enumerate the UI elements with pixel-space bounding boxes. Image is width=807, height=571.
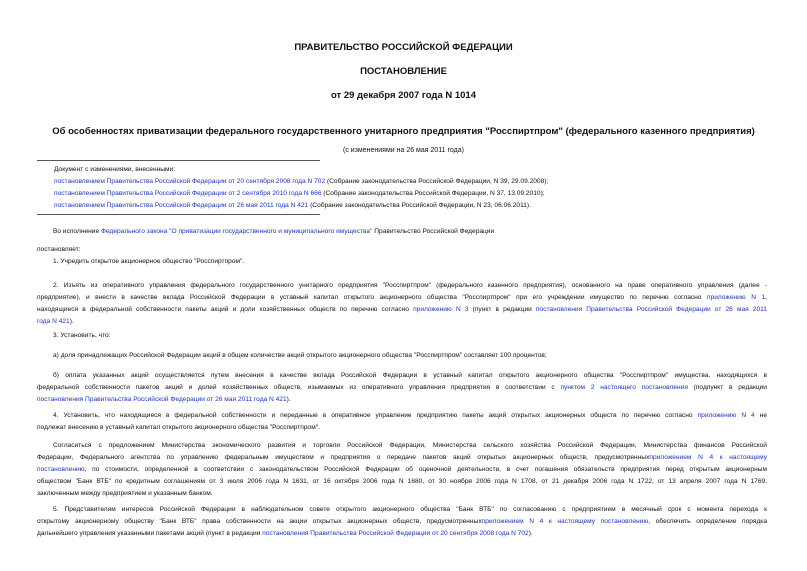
amendment-link[interactable]: постановления Правительства Российской Федерации от 26 мая 2011 года N 421 [37,396,287,403]
divider-top [37,160,320,161]
paragraph-1: 1. Учредить открытое акционерное общество "Росспиртпром". [53,258,245,265]
paragraph-3b: б) оплата указанных акций осуществляется путем внесения в качестве вклада Российской Федерации в уставный капитал открытого акционерного общества "Росспиртпром" имущества, находящихся в федеральной собственности пакетов акций и долей хозяйственных обществ, изымаемых из оперативного управления предприятия в соответствии с пунктом 2 настоящего постановления (подпункт в редакции постановления Правительства Российской Федерации от 26 мая 2011 года N 421). [37,372,767,403]
federal-law-link[interactable]: Федерального закона "О приватизации государственного и муниципального имущества" [100,228,373,235]
paragraph-agreement: Согласиться с предложением Министерства экономического развития и торговли Российской Федерации, Министерства сельского хозяйства Российской Федерации, Министерства финансов Российской Федерации, Федерального агентства по управлению федеральным имуществом и предприятия о передаче пакетов акций открытых акционерных обществ, предусмотренныхприложением N 4 к настоящему постановлению, по стоимости, определенной в соответствии с законодательством Российской Федерации об оценочной деятельности, в счет погашения обязательств предприятия перед открытым акционерным обществом "Банк ВТБ" по кредитным соглашениям от 3 июля 2006 года N 1631, от 16 октября 2006 года N 1680, от 30 ноября 2006 года N 1708, от 21 декабря 2006 года N 1722, от 13 апреля 2007 года N 1769, заключенным между предприятием и указанным банком. [37,442,767,497]
change-item: постановлением Правительства Российской Федерации от 20 сентября 2008 года N 702 (Собрание законодательства Российской Федерации, N 39, 29.09.2008); [54,178,549,185]
annex-4-link[interactable]: постановлению [37,466,85,473]
annex-3-link[interactable]: приложению N 3 [413,306,469,313]
annex-4-link[interactable]: приложением N 4 к настоящему постановлению [481,518,649,525]
annex-1-link[interactable]: приложению N 1 [706,294,766,301]
changes-intro: Документ с изменениями, внесенными: [54,166,176,173]
change-item: постановлением Правительства Российской Федерации от 26 мая 2011 года N 421 (Собрание законодательства Российской Федерации, N 23, 06.06.2011). [54,202,531,209]
date-number-heading: от 29 декабря 2007 года N 1014 [330,90,476,101]
annex-4-link[interactable]: приложению N 4 [697,412,755,419]
preamble: Во исполнение Федерального закона "О приватизации государственного и муниципального имущества" Правительство Российской Федерации [53,228,495,235]
point-2-link[interactable]: пунктом 2 настоящего постановления [560,384,688,391]
amendment-link[interactable]: постановления Правительства Российской Федерации от 26 мая 2011 [535,306,767,313]
amendment-link[interactable]: года N 421 [37,318,70,325]
amendment-link[interactable]: постановления Правительства Российской Федерации от 20 сентября 2008 года N 702 [262,530,529,537]
decrees-word: постановляет: [37,246,81,253]
change-link[interactable]: постановлением Правительства Российской Федерации от 2 сентября 2010 года N 666 [54,190,322,197]
paragraph-3a: а) доля принадлежащих Российской Федерации акций в общем количестве акций открытого акционерного общества "Росспиртпром" составляет 100 процентов; [53,352,547,359]
change-link[interactable]: постановлением Правительства Российской Федерации от 26 мая 2011 года N 421 [54,202,309,209]
doc-type-heading: ПОСТАНОВЛЕНИЕ [360,66,447,77]
change-link[interactable]: постановлением Правительства Российской Федерации от 20 сентября 2008 года N 702 [54,178,326,185]
divider-bottom [37,214,320,215]
paragraph-4: 4. Установить, что находящиеся в федеральной собственности и переданные в оперативное управление предприятию пакеты акций открытых акционерных обществ по перечню согласно приложению N 4 не подлежат внесению в уставный капитал открытого акционерного общества "Росспиртпром". [37,412,768,431]
paragraph-2: 2. Изъять из оперативного управления федерального государственного унитарного предприятия "Росспиртпром" (федерального казенного предприятия), основанного на праве оперативного управления (далее - предприятие), и внести в качестве вклада Российской Федерации в уставный капитал открытого акционерного общества "Росспиртпром" при его учреждении имущество по перечню согласно приложению N 1, находящиеся в федеральной собственности пакеты акций и доли хозяйственных обществ по перечню согласно приложению N 3 (пункт в редакции постановления Правительства Российской Федерации от 26 мая 2011 года N 421). [37,282,767,325]
annex-4-link[interactable]: приложением N 4 к настоящему [649,454,767,461]
paragraph-3: 3. Установить, что: [53,332,111,339]
revision-note: (с изменениями на 26 мая 2011 года) [343,147,464,154]
paragraph-5: 5. Представителям интересов Российской Федерации в наблюдательном совете открытого акционерного общества "Банк ВТБ" по согласованию с предприятием в месячный срок с момента перехода к открытому акционерному обществу "Банк ВТБ" права собственности на акции открытых акционерных обществ, предусмотренныхприложением N 4 к настоящему постановлению, обеспечить определение порядка дальнейшего управления указанными пакетами акций (пункт в редакции постановления Правительства Российской Федерации от 20 сентября 2008 года N 702). [37,506,767,537]
change-item: постановлением Правительства Российской Федерации от 2 сентября 2010 года N 666 (Собрание законодательства Российской Федерации, N 37, 13.09.2010); [54,190,545,197]
document-title: Об особенностях приватизации федерального государственного унитарного предприятия "Росспиртпром" (федерального казенного предприятия) [52,126,755,137]
government-heading: ПРАВИТЕЛЬСТВО РОССИЙСКОЙ ФЕДЕРАЦИИ [294,42,513,53]
